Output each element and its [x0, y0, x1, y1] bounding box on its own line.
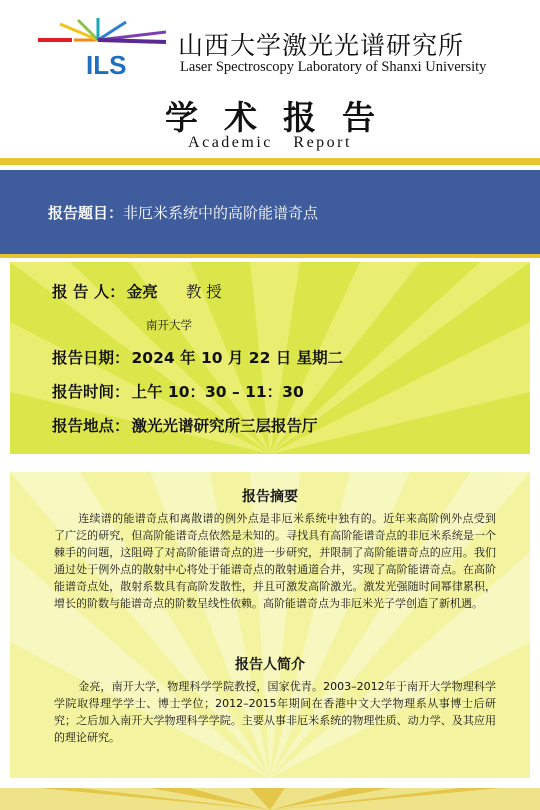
ils-logo-icon	[38, 18, 168, 78]
place-value: 激光光谱研究所三层报告厅	[131, 417, 318, 435]
logo-text: ILS	[86, 50, 127, 78]
sunburst-strip-icon	[0, 788, 540, 810]
topic-label: 报告题目：	[48, 204, 124, 222]
bio-text: 金亮，南开大学，物理科学学院教授，国家优青。2003–2012年于南开大学物理科学学院取得理学学士、博士学位；2012–2015年期间在香港中文大学物理系从事博士后研究；之后加入南开大学物理科学学院。主要从事非厄米系统的物理性质、动力学、及其应用的理论研究。	[54, 680, 496, 744]
date-label: 报告日期：	[52, 349, 130, 367]
speaker-label: 报 告 人：	[52, 283, 125, 301]
abstract-block	[10, 472, 530, 778]
topic-value: 非厄米系统中的高阶能谱奇点	[123, 204, 319, 222]
header	[0, 0, 540, 158]
date-row	[52, 346, 343, 368]
time-row	[52, 380, 304, 402]
speaker-title: 教 授	[185, 283, 222, 301]
time-value: 上午 10：30 – 11：30	[131, 383, 304, 401]
poster-title-en: Academic Report	[188, 134, 352, 151]
time-label: 报告时间：	[52, 383, 130, 401]
speaker-name: 金亮	[126, 283, 158, 301]
place-label: 报告地点：	[52, 417, 130, 435]
date-value: 2024 年 10 月 22 日 星期二	[131, 349, 344, 367]
abstract-title: 报告摘要	[242, 489, 298, 505]
abstract-text: 连续谱的能谱奇点和离散谱的例外点是非厄米系统中独有的。近年来高阶例外点受到了广泛的研究，但高阶能谱奇点依然是未知的。寻找具有高阶能谱奇点的非厄米系统是一个棘手的问题，这阻碍了对高阶能谱奇点的进一步研究，并限制了高阶能谱奇点的应用。我们通过处于例外点的散射中心将处于能谱奇点的散射通道合并，实现了高阶能谱奇点。在高阶能谱奇点处，散射系数具有高阶发散性，并且可激发高阶激光。激发光强随时间幂律累积，增长的阶数与能谱奇点的阶数呈线性依赖。高阶能谱奇点为非厄米光子学创造了新机遇。	[54, 512, 496, 610]
speaker-affiliation: 南开大学	[146, 318, 192, 332]
org-name-cn: 山西大学激光光谱研究所	[178, 31, 465, 60]
org-name-en: Laser Spectroscopy Laboratory of Shanxi University	[180, 59, 487, 75]
gold-divider-top	[0, 158, 540, 165]
topic-line	[48, 202, 318, 223]
gold-divider-mid	[0, 254, 540, 258]
topic-band	[0, 170, 540, 254]
speaker-row	[52, 280, 222, 302]
bottom-decoration	[0, 788, 540, 810]
info-block	[10, 262, 530, 454]
bio-title: 报告人简介	[235, 657, 305, 673]
poster-title-cn: 学术报告	[165, 98, 401, 137]
place-row	[52, 414, 318, 436]
